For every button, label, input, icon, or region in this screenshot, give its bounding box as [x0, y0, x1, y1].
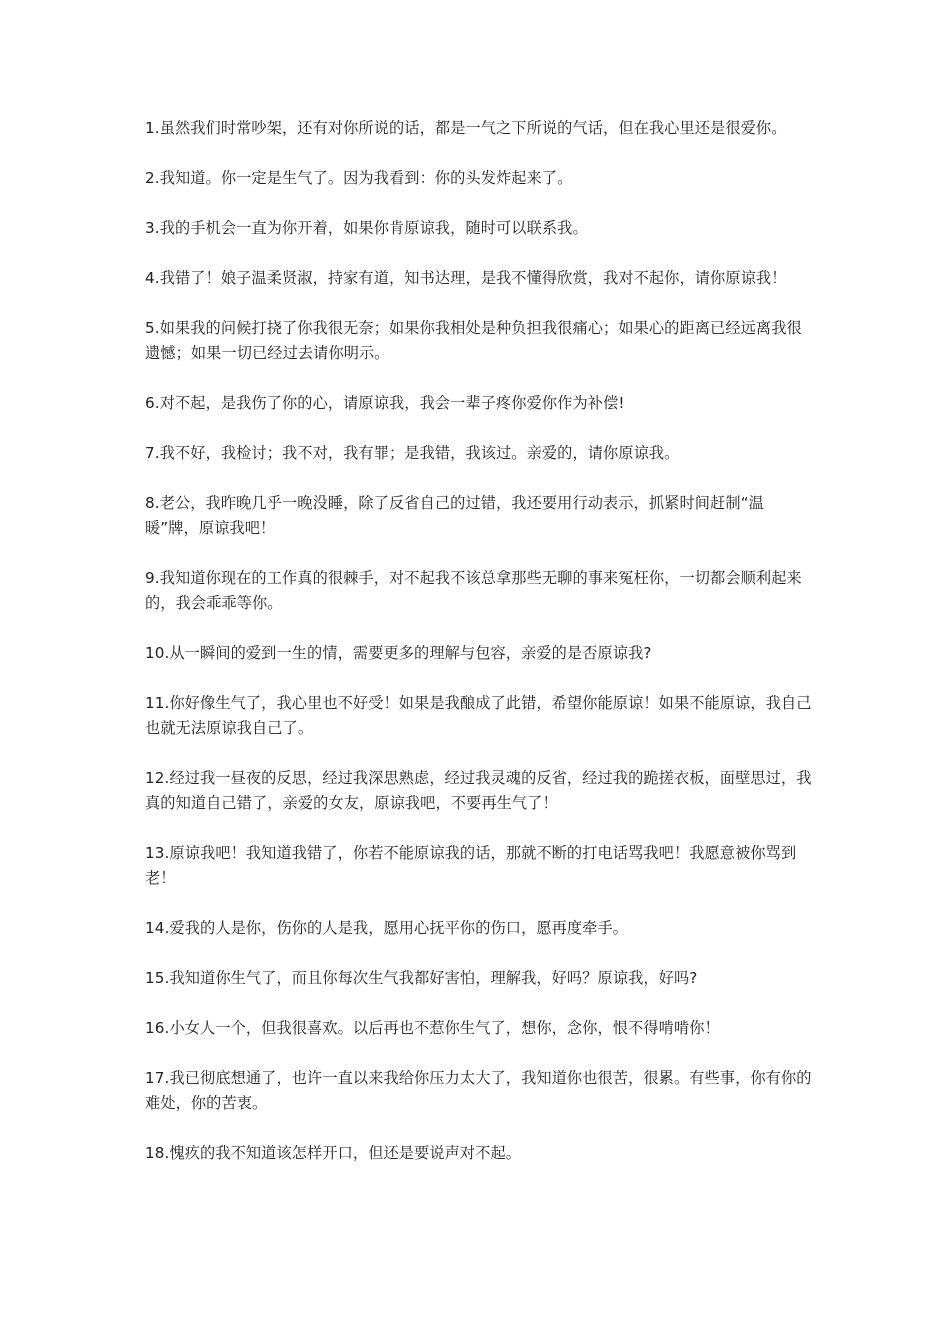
paragraph-13: 13.原谅我吧！我知道我错了，你若不能原谅我的话，那就不断的打电话骂我吧！我愿意被你骂到老！ — [145, 844, 797, 887]
paragraph-12: 12.经过我一昼夜的反思，经过我深思熟虑，经过我灵魂的反省，经过我的跪搓衣板，面壁思过，我真的知道自己错了，亲爱的女友，原谅我吧，不要再生气了！ — [145, 769, 812, 812]
paragraph-17: 17.我已彻底想通了，也许一直以来我给你压力太大了，我知道你也很苦，很累。有些事，你有你的难处，你的苦衷。 — [145, 1069, 812, 1112]
paragraph-15: 15.我知道你生气了，而且你每次生气我都好害怕，理解我，好吗？原谅我，好吗? — [145, 969, 698, 987]
paragraph-16: 16.小女人一个，但我很喜欢。以后再也不惹你生气了，想你，念你，恨不得啃啃你！ — [145, 1019, 720, 1037]
paragraph-9: 9.我知道你现在的工作真的很棘手，对不起我不该总拿那些无聊的事来冤枉你，一切都会顺利起来的，我会乖乖等你。 — [145, 569, 802, 612]
paragraph-18: 18.愧疚的我不知道该怎样开口，但还是要说声对不起。 — [145, 1144, 522, 1162]
paragraph-5: 5.如果我的问候打挠了你我很无奈；如果你我相处是种负担我很痛心；如果心的距离已经远离我很遗憾；如果一切已经过去请你明示。 — [145, 319, 802, 362]
paragraph-6: 6.对不起，是我伤了你的心，请原谅我，我会一辈子疼你爱你作为补偿! — [145, 394, 625, 412]
paragraph-3: 3.我的手机会一直为你开着，如果你肯原谅我，随时可以联系我。 — [145, 219, 588, 237]
paragraph-11: 11.你好像生气了，我心里也不好受！如果是我酿成了此错，希望你能原谅！如果不能原谅，我自己也就无法原谅我自己了。 — [145, 694, 812, 737]
paragraph-10: 10.从一瞬间的爱到一生的情，需要更多的理解与包容，亲爱的是否原谅我? — [145, 644, 652, 662]
paragraph-8: 8.老公，我昨晚几乎一晚没睡，除了反省自己的过错，我还要用行动表示，抓紧时间赶制“温暖”牌，原谅我吧！ — [145, 494, 764, 537]
document-body — [145, 116, 813, 1191]
paragraph-14: 14.爱我的人是你，伤你的人是我，愿用心抚平你的伤口，愿再度牵手。 — [145, 919, 629, 937]
paragraph-1: 1.虽然我们时常吵架，还有对你所说的话，都是一气之下所说的气话，但在我心里还是很爱你。 — [145, 119, 787, 137]
paragraph-4: 4.我错了！娘子温柔贤淑，持家有道，知书达理，是我不懂得欣赏，我对不起你，请你原谅我！ — [145, 269, 787, 287]
paragraph-7: 7.我不好，我检讨；我不对，我有罪；是我错，我该过。亲爱的，请你原谅我。 — [145, 444, 680, 462]
paragraph-2: 2.我知道。你一定是生气了。因为我看到：你的头发炸起来了。 — [145, 169, 573, 187]
